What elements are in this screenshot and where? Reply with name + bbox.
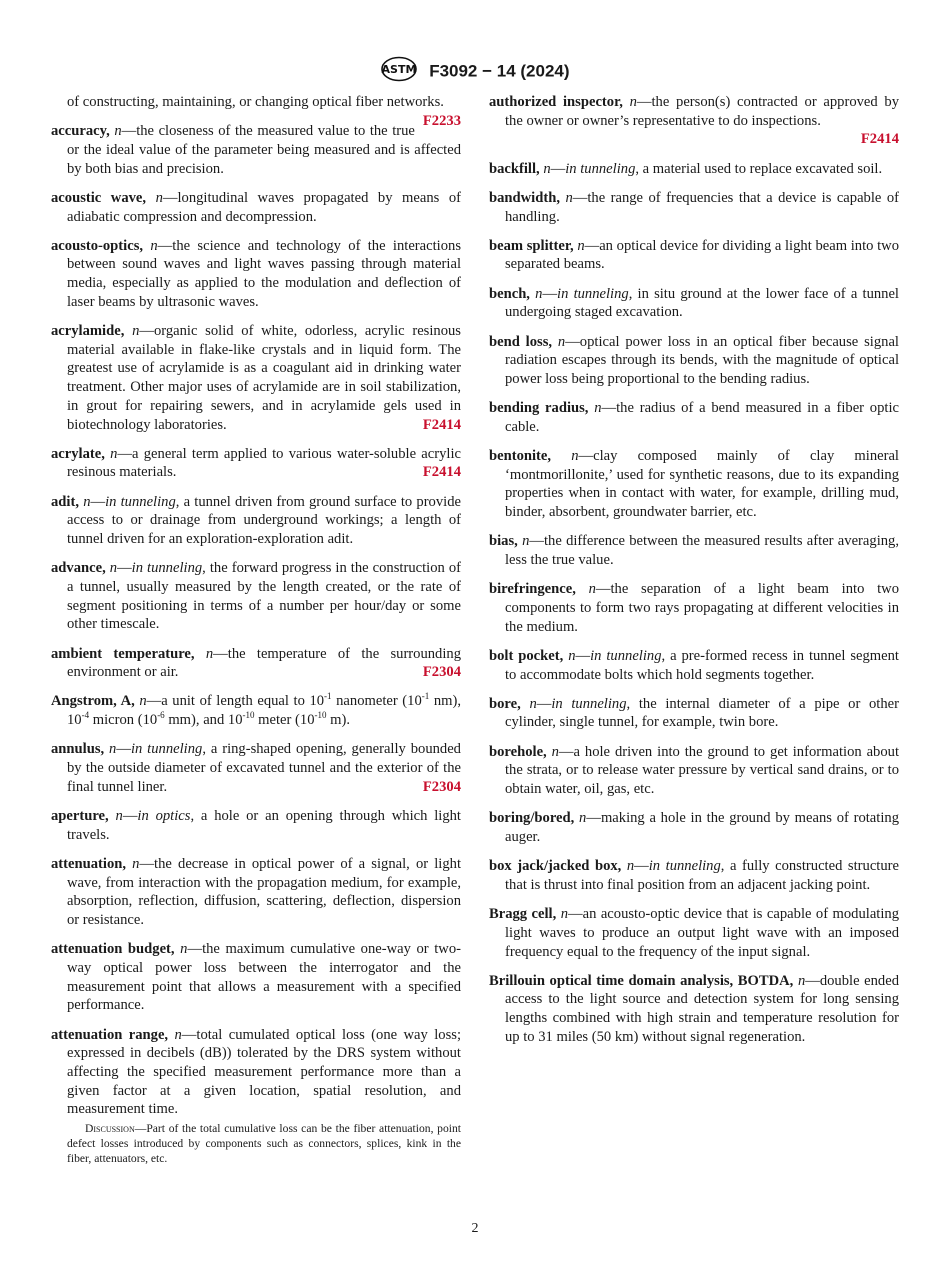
entry-bentonite: bentonite, n—clay composed mainly of clay mineral ‘montmorillonite,’ used for synthetic reasons, due to its expanding properties when in contact with water, for example, drilling mud, binder, absorbent, groundwater barrier, etc. <box>489 448 899 521</box>
entry-acrylamide: acrylamide, n—organic solid of white, odorless, acrylic resinous material available in flake-like crystals and in liquid form. The greatest use of acrylamide is as a coagulant aid in drinking water treatment. Other major uses of acrylamide are in soil stabilization, in grout for repairing sewers, and in acrylamide gels used in biotechnology laboratories. F2414 <box>51 323 461 433</box>
astm-logo-icon <box>380 56 418 87</box>
discussion-note: Discussion—Part of the total cumulative loss can be the fiber attenuation, point defect losses introduced by components such as connectors, splices, kink in the fiber, attenuators, etc. <box>67 1122 461 1166</box>
entry-attenuation-range: attenuation range, n—total cumulated optical loss (one way loss; expressed in decibels (dB)) tolerated by the DRS system without affecting the specified measurement performance more than a given factor at a given location, spatial resolution, and measurement time. <box>51 1026 461 1118</box>
entry-annulus: annulus, n—in tunneling, a ring-shaped opening, generally bounded by the outside diameter of excavated tunnel and the exterior of the final tunnel liner. F2304 <box>51 741 461 795</box>
entry-bias: bias, n—the difference between the measured results after averaging, less the true value. <box>489 533 899 569</box>
entry-beam-splitter: beam splitter, n—an optical device for dividing a light beam into two separated beams. <box>489 237 899 273</box>
entry-bench: bench, n—in tunneling, in situ ground at the lower face of a tunnel undergoing staged excavation. <box>489 285 899 321</box>
ref-link[interactable]: F2414 <box>860 131 899 148</box>
entry-ambient-temperature: ambient temperature, n—the temperature of the surrounding environment or air. F2304 <box>51 645 462 681</box>
ref-link[interactable]: F2414 <box>422 416 461 433</box>
entry-bore: bore, n—in tunneling, the internal diameter of a pipe or other cylinder, single tunnel, for example, twin bore. <box>489 695 899 731</box>
entry-acousto-optics: acousto-optics, n—the science and technology of the interactions between sound waves and light waves passing through material media, especially as applied to the modulation and deflection of laser beams by ultrasonic waves. <box>51 237 461 310</box>
entry-authorized-inspector: authorized inspector, n—the person(s) contracted or approved by the owner or owner’s representative to do inspections. F2414 <box>489 94 899 148</box>
entry-bending-radius: bending radius, n—the radius of a bend measured in a fiber optic cable. <box>489 400 899 435</box>
entry-acrylate: acrylate, n—a general term applied to various water-soluble acrylic resinous materials. F2414 <box>51 445 461 481</box>
entry-birefringence: birefringence, n—the separation of a light beam into two components to form two rays propagating at different velocities in the medium. <box>489 581 899 635</box>
ref-link[interactable]: F2304 <box>422 664 461 681</box>
entry-bend-loss: bend loss, n—optical power loss in an optical fiber because signal radiation escapes through its bends, with the magnitude of optical power loss being proportional to the bending radius. <box>489 333 899 387</box>
document-code: F3092 − 14 (2024) <box>429 61 570 81</box>
entry-angstrom: Angstrom, A, n—a unit of length equal to $10^{-1}$ nanometer ($10^{-1}$ nm), $10^{-4}$ micron ($10^{-6}$ mm), and $10^{-10}$ meter ($10^{-10}$ m). <box>51 691 461 729</box>
entry-box-jack: box jack/jacked box, n—in tunneling, a fully constructed structure that is thrust into final position from an adjacent jacking point. <box>489 858 899 893</box>
entry-accuracy: accuracy, n—the closeness of the measured value to the true or the ideal value of the parameter being measured and is affected by both bias and precision. <box>51 123 461 177</box>
entry-bolt-pocket: bolt pocket, n—in tunneling, a pre-formed recess in tunnel segment to accommodate bolts which hold segments together. <box>489 647 899 683</box>
entry-adit: adit, n—in tunneling, a tunnel driven from ground surface to provide access to or drainage from underground workings; a length of tunnel driven for an exploration-exploration adit. <box>51 493 461 548</box>
entry-advance: advance, n—in tunneling, the forward progress in the construction of a tunnel, usually measured by the length created, or the rate of segment positioning in terms of a number per hour/day or some other timescale. <box>51 560 461 633</box>
left-column <box>51 93 461 1167</box>
entry-botda: Brillouin optical time domain analysis, BOTDA, n—double ended access to the light source and detection system for long sensing lengths combined with high strain and temperature resolution for up to 31 miles (50 km) without signal regeneration. <box>489 972 899 1045</box>
ref-link[interactable]: F2304 <box>422 778 461 795</box>
continued-entry: of constructing, maintaining, or changing optical fiber networks. F2233 <box>67 94 461 129</box>
entry-acoustic-wave: acoustic wave, n—longitudinal waves propagated by means of adiabatic compression and decompression. <box>51 189 462 225</box>
page-number: 2 <box>471 1221 479 1236</box>
entry-aperture: aperture, n—in optics, a hole or an opening through which light travels. <box>51 808 461 843</box>
ref-link[interactable]: F2233 <box>422 112 461 129</box>
page-header <box>0 56 950 87</box>
entry-borehole: borehole, n—a hole driven into the ground to get information about the strata, or to release water pressure by vertical sand drains, or to obtain water, oil, gas, etc. <box>489 743 899 798</box>
entry-attenuation: attenuation, n—the decrease in optical power of a signal, or light wave, from interaction with the propagation medium, for example, absorption, reflection, diffusion, scattering, deflection, dispersion or resistance. <box>51 855 461 929</box>
entry-bragg-cell: Bragg cell, n—an acousto-optic device that is capable of modulating light waves to produce an output light wave with an imposed frequency equal to the frequency of the input signal. <box>489 906 899 960</box>
entry-backfill: backfill, n—in tunneling, a material used to replace excavated soil. <box>489 160 883 177</box>
entry-attenuation-budget: attenuation budget, n—the maximum cumulative one-way or two-way optical power loss between the interrogator and the measurement point that allows a measurement with a specified performance. <box>51 941 461 1014</box>
astm-logo-text: ASTM <box>382 63 417 76</box>
ref-link[interactable]: F2414 <box>422 464 461 481</box>
entry-bandwidth: bandwidth, n—the range of frequencies that a device is capable of handling. <box>489 189 900 225</box>
right-column <box>489 93 899 1057</box>
entry-boring-bored: boring/bored, n—making a hole in the ground by means of rotating auger. <box>489 810 899 845</box>
